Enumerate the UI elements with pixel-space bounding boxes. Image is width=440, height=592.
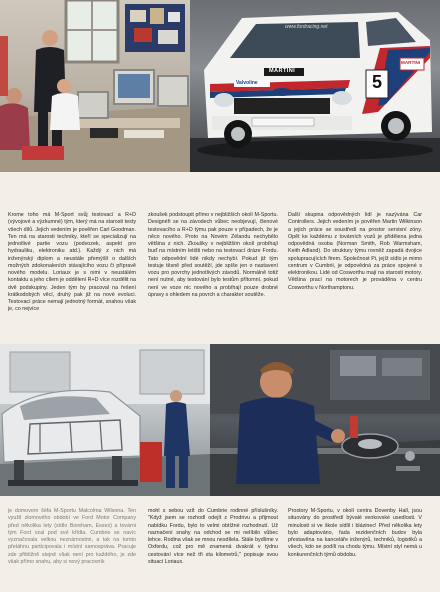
- article-column-2: [148, 212, 278, 299]
- paragraph-top-3: Další skupina odpovědných lidí je nazývána Car Controllers. Jejich vedením je pověřen Martin Wilkinson a jejich práce se soustředí na prostor servisní zóny. Opět ke každému z továrních vozů je přidělena jedna odpovědná osoba (Norman Smith, Rob Warmsham, Keith Adland). Do struktury týmu rovněž zapadá dvojice spolupracujících firem. Společnost Pi, jejíž sídlo je mimo centrum v Cumbrii, je odpovědná za práce spojené s elektronikou. Lidé od Cosworthu mají na starosti motory. Většina prací na motorech je prováděna v centru Cosworthu v Northamptonu.: [288, 212, 422, 291]
- article-column-3: [288, 212, 422, 292]
- mechanic-scene: [210, 344, 440, 496]
- paragraph-top-1: Krome toho má M-Sport svůj testovací a R+D (vývojové a výzkumné) tým, který má na starosti testy všech dílů. Jejich vedením je pověřen Carl Goodman. Ten má na starosti techniky, kteří se specializují na jednotlivé partie vozu (podvozek, aspekt pro hydrauliku, elektroniku atd.). Každý z nich má inženýrský diplom a neustále přemýšlí o dalších možných zdokonaleních stávajícího vozu či přípravě nového modelu. Loriaux je s nimi v neustálém kontaktu a jeho cílem je oddělení R+D více rozdělit na dvě podskupiny. Jeden tým by pracoval na řešení krátkodobých věcí, druhý pak již na nové evoluci. Testovací práce nemají jednotný formát, snahou však je, co nejvíce: [8, 212, 136, 313]
- office-scene: [0, 0, 190, 172]
- paragraph-bottom-2: mohl s sebou vzít do Cumbrie rodinné příslušníky. "Když jsem se rozhodl odejít z Prodrivu a přijmout nabídku Fordu, bylo to velmi obtížné rozhodnutí. Už naznačení snahy na odchod se mi nelíbilo vůbec lehce. Rodina však se mnou nesdílela. Stále bydlíme v Oxfordu, což pro mě znamená dvakrát v týdnu cestování více než tři sta kilometrů," popisuje svou situaci Loriaux.: [148, 508, 278, 565]
- article-column-4: [8, 508, 136, 566]
- door-martini-text: MARTINI: [401, 60, 421, 65]
- bonnet-martini-text: MARTINI: [269, 68, 296, 74]
- door-number: 5: [372, 72, 383, 92]
- office-photo: [0, 0, 190, 172]
- paragraph-bottom-3: Prostory M-Sportu, v okolí centra Dovenby Hall, jsou situovány do prostředí bývalé venkovské usedlosti. V minulosti si ve škole sídlil i blázinec! Před několika lety bylo adaptováno, řada rezidenčních budov byla přestavěna na kanceláře inženýrů, techniků, logistiků a všech, kdo se podílí na chodu týmu. Místní styl nemá u konkurenčních týmů obdobu.: [288, 508, 422, 558]
- workshop-scene: [0, 344, 210, 496]
- article-column-6: [288, 508, 422, 559]
- article-column-1: [8, 212, 136, 314]
- article-column-5: [148, 508, 278, 566]
- rally-van-photo: [190, 0, 440, 172]
- mechanic-photo: [210, 344, 440, 496]
- windscreen-url-text: www.fordracing.net: [285, 24, 328, 30]
- paragraph-top-2: zkoušek podstoupit přímo v nejbližších okolí M-Sportu. Designéři se na závodech vůbec neobjevují, členové testovacího a R+D týmu pak pouze v případech, že je něco nového. Proto na Novém Zélandu nechybělo většina z nich. Zkoušky v nejbližším okolí probíhají buď na místním letišti nebo na testovací dráze Fordu. Tato odpovědní lidé nikdy nechybí. Pokud již tým testuje těsně před soutěží, jde spíše jen o nastavení vozu pro povrchy jednotlivých závodů. Normálně totiž není nutné, aby testování bylo testům přítomní, pokud není ve voze nic nového a probíhají pouze drobné úpravy s ohledem na povrch a charakter soutěže.: [148, 212, 278, 298]
- paragraph-bottom-1: je domovem šéfa M-Sportu Malcolma Wilsona. Ten využil zlomového období ve Ford Motor Company před několika lety (sídlo Boreham, Essex) a továrni tým Ford vzal pod své křídla. Cumbrie se navíc vyznačovala velkou neznámostmi, a tak na tomto přetáhnu participovala i místní samospráva. Pracuje zde přibližně stejně však není pro každého, je zde však přímo snahu, aby si nový pracovník: [8, 508, 136, 565]
- valvoline-sponsor-text: Valvoline: [236, 80, 258, 86]
- workshop-photo: [0, 344, 210, 496]
